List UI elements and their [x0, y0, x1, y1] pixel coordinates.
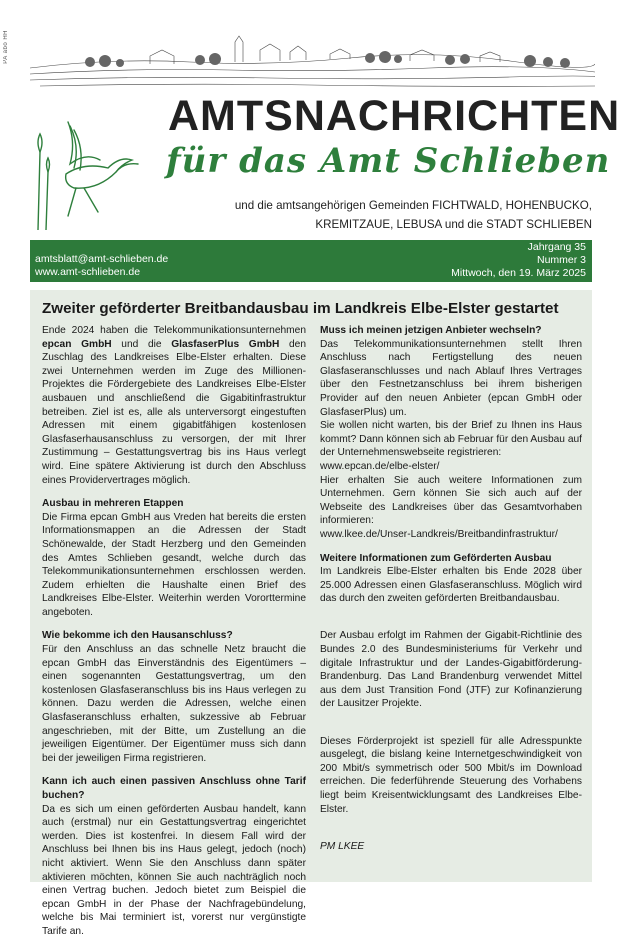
town-skyline-illustration: [30, 28, 595, 90]
masthead-municipalities: [232, 196, 592, 234]
article-column-left: [42, 324, 306, 949]
section-text: Das Telekommunikationsunternehmen stellt Ihren Anschluss nach Fertigstellung des neuen Glasfaseranschlusses und nach Ablauf Ihres Vertrages über den Festnetzanschluss bei ihrem bisherigen Provider auf den neuen Anbieter (epcan GmbH oder GlasfaserPlus) um.: [320, 338, 582, 418]
company-epcan: epcan GmbH: [42, 338, 112, 350]
contact-block: [35, 253, 168, 279]
masthead-subtitle: für das Amt Schlieben: [166, 141, 611, 181]
masthead-title: AMTSNACHRICHTEN: [168, 92, 621, 140]
spacer: [320, 826, 582, 840]
contact-website-link[interactable]: www.amt-schlieben.de: [35, 266, 141, 278]
company-glasfaserplus: GlasfaserPlus GmbH: [171, 338, 280, 350]
section-text: Für den Anschluss an das schnelle Netz braucht die epcan GmbH das Einverständnis des Eigentümers – einen sogenannten Gestattungsvertrag, um den kostenlosen Glasfaseranschluss bis ins Haus verlegen zu können. Dazu werden die Adressen, welche einen Glasfaseranschluss erhalten, sukzessive ab Februar angeschrieben, mit der Bitte, um Zustellung an die jeweiligen Eigentümer. Der Eigentümer muss sich dann bei der jeweiligen Firma registrieren.: [42, 644, 306, 764]
article-column-right: [320, 324, 582, 863]
contact-email-link[interactable]: amtsblatt@amt-schlieben.de: [35, 253, 169, 265]
intro-text: und die: [111, 338, 172, 350]
section-heading: Wie bekomme ich den Hausanschluss?: [42, 630, 233, 642]
issue-number: Nummer 3: [536, 254, 586, 266]
heron-logo-icon: [28, 112, 140, 230]
issue-date: Mittwoch, den 19. März 2025: [451, 267, 586, 279]
side-code: PA abo HH: [3, 30, 9, 64]
funding-paragraph: Der Ausbau erfolgt im Rahmen der Gigabit-Richtlinie des Bundes 2.0 des Bundesministeriums für Verkehr und digitale Infrastruktur und der Landes-Gigabitförderung-Brandenburg. Das Land Brandenburg verwendet Mittel aus dem Just Transition Fond (JTF) zur Kofinanzierung der Lausitzer Projekte.: [320, 630, 582, 710]
section-heading: Ausbau in mehreren Etappen: [42, 498, 184, 510]
intro-text: Ende 2024 haben die Telekommunikationsunternehmen: [42, 325, 306, 336]
lkee-link[interactable]: www.lkee.de/Unser-Landkreis/Breitbandinfrastruktur/: [320, 528, 558, 540]
section-heading: Weitere Informationen zum Geförderten Ausbau: [320, 552, 552, 564]
intro-text: den Zuschlag des Landkreises Elbe-Elster erhalten. Diese zwei Unternehmen werden im Zuge des Millionen-Projektes die Fördergebiete des Landkreises Elbe-Elster ausbauen und anschließend die Gigabitinfrastruktur betreiben. Ziel ist es, alle als unterversorgt eingestuften Adressen mit einem gigabitfähigen kostenlosen Glasfaserhausanschluss zu versorgen, der mit Ihrer Zustimmung – Gestattungsvertrag bis ins Haus verlegt wird. Eine spätere Aktivierung ist durch den Abschluss eines Providervertrages möglich.: [42, 338, 306, 486]
press-signoff: PM LKEE: [320, 840, 365, 852]
section-text: Sie wollen nicht warten, bis der Brief zu Ihnen ins Haus kommt? Dann können sich ab Februar für den Ausbau auf der Unternehmenswebseite registrieren:: [320, 420, 582, 459]
section-text: Da es sich um einen geförderten Ausbau handelt, kann auch (erstmal) nur ein Gestattungsvertrag eingerichtet werden. Dies ist kostenfrei. In diesem Fall wird der Anschluss bei Ihnen bis ins Haus gelegt, jedoch (noch) nicht aktiviert. Wenn Sie den Anschluss dann später aktivieren möchten, können Sie auch nachträglich noch einen Vertrag buchen. Jedoch bietet zum Beispiel die epcan GmbH in der Phase der Nachfragebündelung, welche bis Mai terminiert ist, vorerst nur vergünstigte Tarife an.: [42, 803, 306, 937]
article-box: [30, 290, 592, 937]
project-paragraph: Dieses Förderprojekt ist speziell für alle Adresspunkte ausgelegt, die bislang keine Internetgeschwindigkeit von 200 Mbit/s symmetrisch oder 500 Mbit/s im Download erreichen. Die federführende Steuerung des Vorhabens liegt beim Kreisentwicklungsamt des Landkreises Elbe-Elster.: [320, 735, 582, 815]
volume-label: Jahrgang 35: [527, 241, 586, 253]
issue-info: [451, 241, 586, 280]
epcan-link[interactable]: www.epcan.de/elbe-elster/: [320, 460, 440, 472]
article-headline: Zweiter geförderter Breitbandausbau im Landkreis Elbe-Elster gestartet: [42, 300, 559, 317]
masthead-desc-line: KREMITZAUE, LEBUSA und die STADT SCHLIEBEN: [315, 218, 592, 231]
section-text: Im Landkreis Elbe-Elster erhalten bis Ende 2028 über 25.000 Adressen einen Glasfaseranschluss. Möglich wird das durch den zweiten geförderten Breitbandausbau.: [320, 566, 582, 605]
section-heading: Muss ich meinen jetzigen Anbieter wechseln?: [320, 325, 542, 336]
info-bar: [30, 240, 592, 282]
section-heading: Kann ich auch einen passiven Anschluss ohne Tarif buchen?: [42, 776, 306, 801]
section-text: Die Firma epcan GmbH aus Vreden hat bereits die ersten Informationsmappen an die Adressen der Stadt Schönewalde, der Stadt Herzberg und den Gemeinden des Amtes Schlieben gesandt, welche durch das Telekommunikationsunternehmen erschlossen werden. Zudem erhielten die Haushalte einen Brief des Landkreises Elbe-Elster. Weiterhin werden Vororttermine angeboten.: [42, 511, 306, 618]
section-text: Hier erhalten Sie auch weitere Informationen zum Unternehmen. Gern können Sie sich auch auf der Webseite des Landkreises über das Gesamtvorhaben informieren:: [320, 474, 582, 527]
intro-paragraph: [42, 324, 306, 487]
spacer: [320, 616, 582, 630]
masthead-desc-line: und die amtsangehörigen Gemeinden FICHTWALD, HOHENBUCKO,: [234, 199, 592, 212]
spacer: [320, 721, 582, 735]
